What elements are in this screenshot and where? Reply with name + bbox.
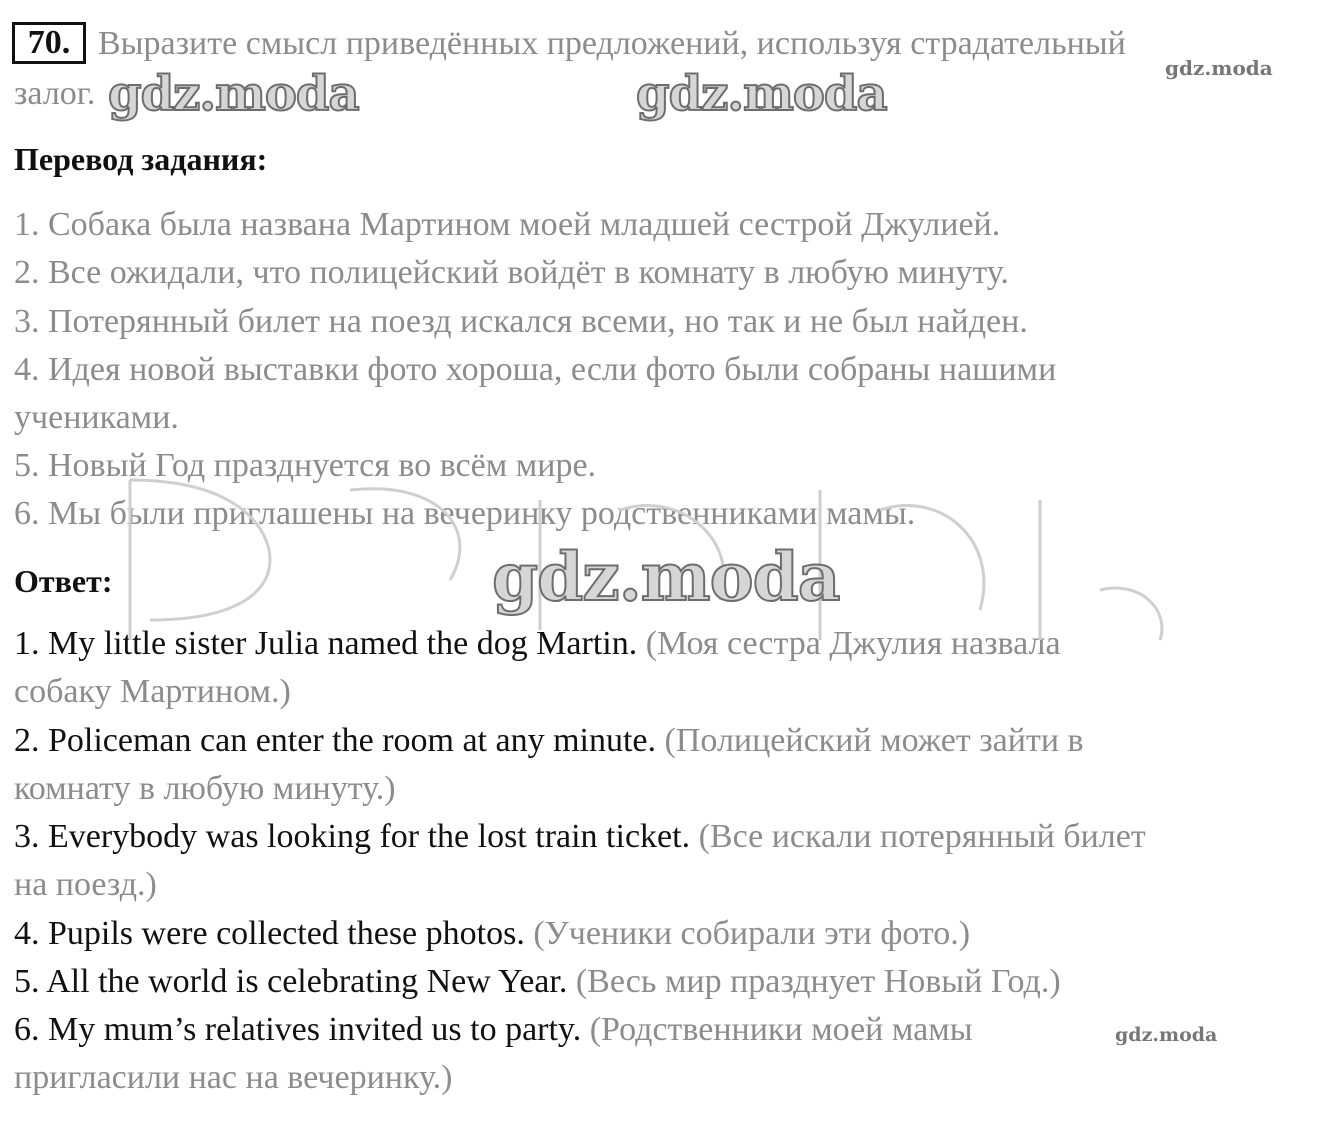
answer-5-english: 5. All the world is celebrating New Year.: [14, 963, 568, 1000]
answer-item-2: [14, 721, 1084, 761]
watermark-top-left: gdz.moda: [108, 66, 359, 122]
answer-1-english: 1. My little sister Julia named the dog Martin.: [14, 625, 638, 662]
answer-item-2-cont: [14, 769, 396, 809]
answer-item-6: [14, 1010, 973, 1050]
answer-1-russian-cont: собаку Мартином.): [14, 673, 291, 710]
answer-3-russian: (Все искали потерянный билет: [698, 818, 1146, 855]
translation-line-5: 5. Новый Год празднуется во всём мире.: [14, 447, 597, 484]
watermark-top-center: gdz.moda: [636, 66, 887, 122]
translation-line-4: 4. Идея новой выставки фото хороша, если фото были собраны нашими: [14, 351, 1057, 388]
answer-3-english: 3. Everybody was looking for the lost train ticket.: [14, 818, 691, 855]
watermark-top-right: gdz.moda: [1165, 56, 1273, 80]
answer-item-3: [14, 817, 1146, 857]
translation-line-4-cont: учениками.: [14, 399, 179, 436]
answer-item-3-cont: [14, 865, 157, 905]
answer-item-1-cont: [14, 672, 291, 712]
answer-item-6-cont: [14, 1058, 452, 1098]
translation-line-1: 1. Собака была названа Мартином моей младшей сестрой Джулией.: [14, 206, 1001, 243]
task-instruction-line2: залог.: [14, 75, 96, 112]
answer-item-1: [14, 624, 1061, 664]
answer-1-russian: (Моя сестра Джулия назвала: [645, 625, 1061, 662]
watermark-bottom-right: gdz.moda: [1115, 1024, 1218, 1046]
answer-6-english: 6. My mum’s relatives invited us to party.: [14, 1011, 582, 1048]
translation-heading: Перевод задания:: [14, 141, 268, 177]
answer-2-english: 2. Policeman can enter the room at any minute.: [14, 722, 657, 759]
answer-3-russian-cont: на поезд.): [14, 866, 157, 903]
answer-item-5: [14, 962, 1061, 1002]
answer-4-english: 4. Pupils were collected these photos.: [14, 915, 525, 952]
answer-6-russian-cont: пригласили нас на вечеринку.): [14, 1059, 453, 1096]
answer-6-russian: (Родственники моей мамы: [589, 1011, 973, 1048]
translation-line-3: 3. Потерянный билет на поезд искался всеми, но так и не был найден.: [14, 303, 1028, 340]
answer-item-4: [14, 914, 970, 954]
answer-2-russian: (Полицейский может зайти в: [664, 722, 1084, 759]
translation-line-2: 2. Все ожидали, что полицейский войдёт в комнату в любую минуту.: [14, 254, 1009, 291]
answer-heading: Ответ:: [14, 563, 113, 599]
answer-5-russian: (Весь мир празднует Новый Год.): [575, 963, 1061, 1000]
answer-4-russian: (Ученики собирали эти фото.): [533, 915, 971, 952]
task-number-box: 70.: [12, 22, 86, 64]
answer-2-russian-cont: комнату в любую минуту.): [14, 770, 396, 807]
watermark-center: gdz.moda: [492, 538, 840, 616]
translation-line-6: 6. Мы были приглашены на вечеринку родственниками мамы.: [14, 495, 916, 532]
task-instruction-line1: Выразите смысл приведённых предложений, используя страдательный: [98, 25, 1126, 62]
